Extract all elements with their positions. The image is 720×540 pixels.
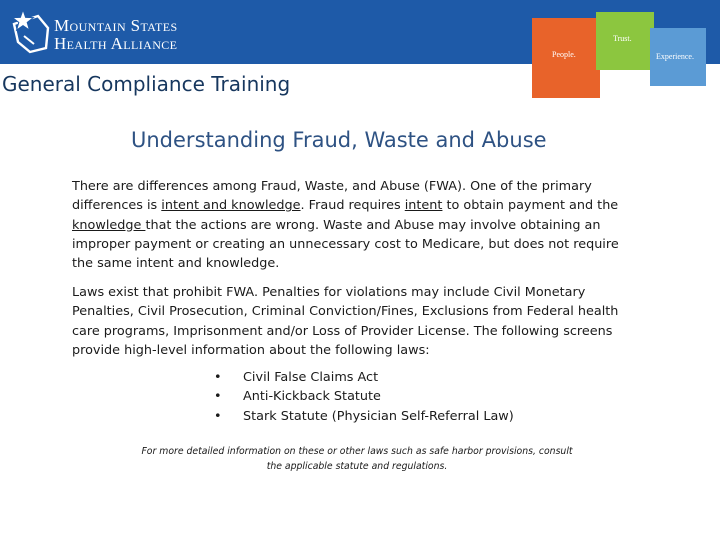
laws-list xyxy=(214,368,514,426)
people-tagline: People. xyxy=(552,50,576,59)
law-stark: Stark Statute (Physician Self-Referral Law) xyxy=(243,408,514,424)
logo-wordmark xyxy=(54,17,178,53)
bullet: • xyxy=(214,408,222,424)
logo-line-1: Mountain States xyxy=(54,16,178,35)
list-item xyxy=(214,407,514,426)
list-item xyxy=(214,387,514,406)
bullet: • xyxy=(214,389,222,405)
trust-tagline: Trust. xyxy=(613,34,632,43)
footnote: For more detailed information on these or other laws such as safe harbor provisions, consult the applicable statute and regulations. xyxy=(141,446,573,472)
msha-logo xyxy=(12,8,212,56)
intro-text-2: . Fraud requires xyxy=(300,198,405,214)
experience-tagline: Experience. xyxy=(656,52,694,61)
trust-square xyxy=(596,12,654,70)
people-square xyxy=(532,18,600,98)
logo-line-2: Health Alliance xyxy=(54,34,178,53)
star-map-icon xyxy=(12,8,50,54)
knowledge-emphasis: knowledge xyxy=(72,217,146,233)
intro-paragraph xyxy=(72,177,640,273)
list-item xyxy=(214,368,514,387)
laws-paragraph: Laws exist that prohibit FWA. Penalties for violations may include Civil Monetary Penalties, Civil Prosecution, Criminal Conviction/Fines, Exclusions from Federal health care programs, Imprisonment and/or Loss of Provider License. The following screens provide high-level information about the following laws: xyxy=(72,285,619,358)
intro-text-3: to obtain payment and the xyxy=(442,198,619,214)
slide-title: Understanding Fraud, Waste and Abuse xyxy=(131,128,547,152)
experience-square xyxy=(650,28,706,86)
page-title: General Compliance Training xyxy=(2,72,291,96)
intro-text-1: There are differences among Fraud, Waste, and Abuse (FWA). One of the primary differences is xyxy=(72,179,592,214)
law-civil-false-claims: Civil False Claims Act xyxy=(243,370,379,385)
intent-knowledge-emphasis: intent and knowledge xyxy=(161,198,301,214)
law-anti-kickback: Anti-Kickback Statute xyxy=(243,389,381,405)
intent-emphasis: intent xyxy=(404,198,443,214)
intro-text-4: that the actions are wrong. Waste and Abuse may involve obtaining an improper payment or creating an unnecessary cost to Medicare, but does not require the same intent and knowledge. xyxy=(72,217,619,272)
bullet: • xyxy=(214,370,222,385)
